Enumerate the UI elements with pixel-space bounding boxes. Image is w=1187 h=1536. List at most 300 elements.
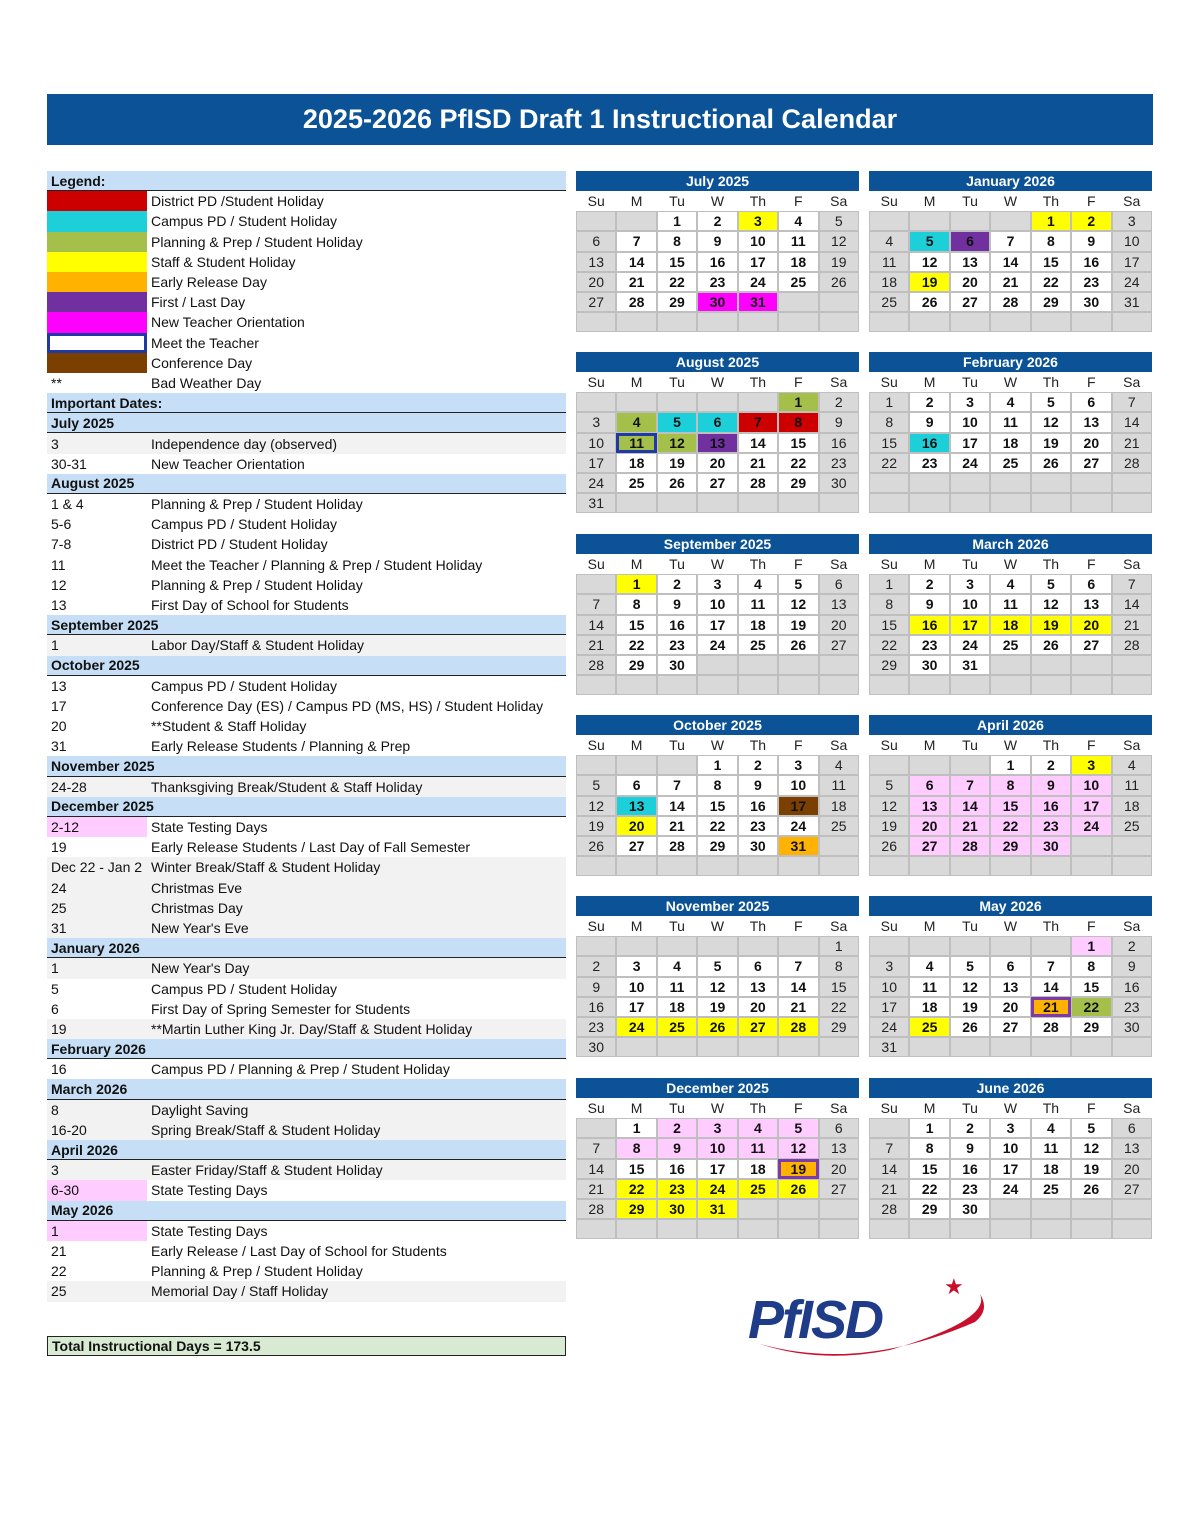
date-value: 1 & 4 bbox=[51, 496, 84, 513]
empty-cell bbox=[616, 211, 656, 231]
empty-cell bbox=[990, 936, 1030, 956]
day-cell: 10 bbox=[950, 412, 990, 432]
weekday-header: M bbox=[630, 556, 643, 573]
logo-text: PfISD bbox=[748, 1290, 883, 1350]
legend-swatch-early-release bbox=[47, 272, 147, 292]
day-cell: 5 bbox=[869, 775, 909, 795]
empty-cell bbox=[1071, 1199, 1111, 1219]
empty-cell bbox=[909, 1037, 949, 1057]
day-cell: 15 bbox=[616, 1159, 656, 1179]
day-cell: 5 bbox=[1031, 574, 1071, 594]
empty-cell bbox=[778, 312, 818, 332]
date-description: Independence day (observed) bbox=[151, 435, 338, 452]
day-cell: 26 bbox=[819, 272, 859, 292]
day-cell: 22 bbox=[1031, 272, 1071, 292]
day-cell: 16 bbox=[1031, 796, 1071, 816]
empty-cell bbox=[738, 1219, 778, 1239]
important-date-row bbox=[47, 1059, 566, 1079]
date-value: 21 bbox=[51, 1243, 67, 1260]
day-cell: 17 bbox=[616, 997, 656, 1017]
day-cell: 13 bbox=[819, 594, 859, 614]
empty-cell bbox=[909, 493, 949, 513]
weekday-header: Su bbox=[880, 374, 898, 391]
day-cell: 5 bbox=[1031, 392, 1071, 412]
month-title: August 2025 bbox=[576, 352, 859, 372]
date-description: Christmas Eve bbox=[151, 879, 243, 896]
day-cell: 17 bbox=[697, 1159, 737, 1179]
day-cell: 27 bbox=[616, 836, 656, 856]
day-cell: 19 bbox=[869, 816, 909, 836]
empty-cell bbox=[869, 1118, 909, 1138]
day-cell: 15 bbox=[869, 615, 909, 635]
day-cell: 4 bbox=[778, 211, 818, 231]
day-cell: 16 bbox=[657, 615, 697, 635]
day-cell: 5 bbox=[778, 574, 818, 594]
empty-cell bbox=[909, 473, 949, 493]
month-november-2025 bbox=[576, 896, 859, 1057]
day-cell: 17 bbox=[950, 433, 990, 453]
day-cell: 12 bbox=[657, 433, 697, 453]
day-cell: 12 bbox=[1071, 1138, 1111, 1158]
day-cell: 19 bbox=[697, 997, 737, 1017]
empty-cell bbox=[1031, 655, 1071, 675]
empty-cell bbox=[697, 936, 737, 956]
day-cell: 25 bbox=[990, 453, 1030, 473]
empty-cell bbox=[909, 1219, 949, 1239]
day-cell: 3 bbox=[697, 574, 737, 594]
weekday-header: Th bbox=[749, 737, 767, 754]
day-cell: 12 bbox=[778, 594, 818, 614]
empty-cell bbox=[778, 856, 818, 876]
day-cell: 8 bbox=[819, 956, 859, 976]
day-cell: 16 bbox=[909, 433, 949, 453]
empty-cell bbox=[1112, 1199, 1152, 1219]
empty-cell bbox=[576, 1219, 616, 1239]
month-title: September 2025 bbox=[576, 534, 859, 554]
day-cell: 17 bbox=[697, 615, 737, 635]
empty-cell bbox=[1031, 1037, 1071, 1057]
day-cell: 25 bbox=[1112, 816, 1152, 836]
empty-cell bbox=[869, 211, 909, 231]
date-value: Dec 22 - Jan 2 bbox=[51, 859, 143, 876]
empty-cell bbox=[909, 755, 949, 775]
day-cell: 7 bbox=[616, 231, 656, 251]
day-cell: 11 bbox=[1112, 775, 1152, 795]
legend-label: Staff & Student Holiday bbox=[151, 253, 296, 270]
important-date-row bbox=[47, 1261, 566, 1281]
day-cell: 6 bbox=[1071, 574, 1111, 594]
date-description: New Teacher Orientation bbox=[151, 455, 305, 472]
day-cell: 12 bbox=[778, 1138, 818, 1158]
weekday-header: Th bbox=[749, 556, 767, 573]
date-value: 19 bbox=[51, 1020, 67, 1037]
date-description: Early Release / Last Day of School for Students bbox=[151, 1243, 447, 1260]
day-cell: 4 bbox=[869, 231, 909, 251]
day-cell: 7 bbox=[738, 412, 778, 432]
day-cell: 14 bbox=[576, 615, 616, 635]
weekday-header: M bbox=[923, 737, 936, 754]
empty-cell bbox=[616, 675, 656, 695]
day-cell: 7 bbox=[576, 1138, 616, 1158]
day-cell: 11 bbox=[869, 252, 909, 272]
section-header: December 2025 bbox=[47, 797, 566, 817]
day-cell: 22 bbox=[869, 635, 909, 655]
day-cell: 26 bbox=[697, 1017, 737, 1037]
day-cell: 5 bbox=[657, 412, 697, 432]
day-cell: 1 bbox=[616, 574, 656, 594]
day-cell: 13 bbox=[1071, 594, 1111, 614]
empty-cell bbox=[778, 1199, 818, 1219]
day-cell: 25 bbox=[616, 473, 656, 493]
day-cell: 7 bbox=[778, 956, 818, 976]
day-cell: 30 bbox=[819, 473, 859, 493]
day-cell: 17 bbox=[1071, 796, 1111, 816]
day-cell: 2 bbox=[697, 211, 737, 231]
date-description: Bad Weather Day bbox=[151, 374, 262, 391]
important-date-row bbox=[47, 999, 566, 1019]
day-cell: 21 bbox=[576, 1179, 616, 1199]
date-value: 30-31 bbox=[51, 455, 87, 472]
empty-cell bbox=[1031, 1219, 1071, 1239]
day-cell: 31 bbox=[576, 493, 616, 513]
date-value: 25 bbox=[51, 899, 67, 916]
day-cell: 30 bbox=[1031, 836, 1071, 856]
section-header: May 2026 bbox=[47, 1201, 566, 1221]
weekday-header: Su bbox=[587, 1100, 605, 1117]
day-cell: 14 bbox=[1112, 412, 1152, 432]
day-cell: 25 bbox=[869, 292, 909, 312]
day-cell: 1 bbox=[819, 936, 859, 956]
day-cell: 23 bbox=[738, 816, 778, 836]
day-cell: 28 bbox=[1031, 1017, 1071, 1037]
section-header: August 2025 bbox=[47, 474, 566, 494]
day-cell: 18 bbox=[909, 997, 949, 1017]
legend-label: Early Release Day bbox=[151, 274, 267, 291]
empty-cell bbox=[1071, 856, 1111, 876]
day-cell: 21 bbox=[616, 272, 656, 292]
empty-cell bbox=[1112, 1037, 1152, 1057]
empty-cell bbox=[869, 936, 909, 956]
date-value: 5 bbox=[51, 980, 59, 997]
day-cell: 1 bbox=[1071, 936, 1111, 956]
empty-cell bbox=[576, 211, 616, 231]
day-cell: 26 bbox=[1071, 1179, 1111, 1199]
day-cell: 7 bbox=[657, 775, 697, 795]
weekday-header: Sa bbox=[1123, 193, 1141, 210]
day-cell: 20 bbox=[950, 272, 990, 292]
day-cell: 25 bbox=[738, 1179, 778, 1199]
weekday-header: F bbox=[1087, 556, 1096, 573]
day-cell: 5 bbox=[697, 956, 737, 976]
day-cell: 12 bbox=[950, 977, 990, 997]
date-description: Meet the Teacher / Planning & Prep / Student Holiday bbox=[151, 556, 483, 573]
day-cell: 22 bbox=[778, 453, 818, 473]
important-date-row bbox=[47, 837, 566, 857]
empty-cell bbox=[1071, 655, 1111, 675]
day-cell: 19 bbox=[576, 816, 616, 836]
weekday-header: Tu bbox=[962, 374, 978, 391]
day-cell: 23 bbox=[697, 272, 737, 292]
empty-cell bbox=[738, 655, 778, 675]
day-cell: 24 bbox=[697, 635, 737, 655]
day-cell: 29 bbox=[819, 1017, 859, 1037]
empty-cell bbox=[576, 936, 616, 956]
pfisd-logo bbox=[740, 1272, 1000, 1362]
empty-cell bbox=[990, 493, 1030, 513]
day-cell: 12 bbox=[1031, 412, 1071, 432]
date-value: 8 bbox=[51, 1101, 59, 1118]
day-cell: 11 bbox=[616, 433, 656, 453]
date-value: 6-30 bbox=[47, 1180, 147, 1200]
day-cell: 13 bbox=[1071, 412, 1111, 432]
important-date-row bbox=[47, 979, 566, 999]
day-cell: 3 bbox=[778, 755, 818, 775]
day-cell: 6 bbox=[909, 775, 949, 795]
day-cell: 23 bbox=[909, 635, 949, 655]
day-cell: 23 bbox=[576, 1017, 616, 1037]
day-cell: 14 bbox=[950, 796, 990, 816]
day-cell: 25 bbox=[990, 635, 1030, 655]
day-cell: 24 bbox=[738, 272, 778, 292]
day-cell: 2 bbox=[819, 392, 859, 412]
day-cell: 25 bbox=[778, 272, 818, 292]
day-cell: 26 bbox=[909, 292, 949, 312]
day-cell: 26 bbox=[1031, 453, 1071, 473]
day-cell: 9 bbox=[950, 1138, 990, 1158]
day-cell: 14 bbox=[869, 1159, 909, 1179]
day-cell: 24 bbox=[950, 635, 990, 655]
date-description: Memorial Day / Staff Holiday bbox=[151, 1283, 329, 1300]
empty-cell bbox=[1112, 836, 1152, 856]
day-cell: 23 bbox=[1031, 816, 1071, 836]
date-value: 3 bbox=[51, 435, 59, 452]
day-cell: 8 bbox=[657, 231, 697, 251]
day-cell: 20 bbox=[738, 997, 778, 1017]
weekday-header: Sa bbox=[1123, 1100, 1141, 1117]
day-cell: 31 bbox=[869, 1037, 909, 1057]
day-cell: 7 bbox=[1112, 392, 1152, 412]
month-august-2025 bbox=[576, 352, 859, 513]
day-cell: 25 bbox=[1031, 1179, 1071, 1199]
day-cell: 27 bbox=[819, 635, 859, 655]
day-cell: 24 bbox=[1112, 272, 1152, 292]
weekday-header: Tu bbox=[962, 556, 978, 573]
day-cell: 12 bbox=[1031, 594, 1071, 614]
weekday-header: Su bbox=[587, 193, 605, 210]
day-cell: 3 bbox=[576, 412, 616, 432]
weekday-header: Sa bbox=[830, 737, 848, 754]
day-cell: 30 bbox=[576, 1037, 616, 1057]
month-december-2025 bbox=[576, 1078, 859, 1239]
empty-cell bbox=[819, 1037, 859, 1057]
day-cell: 10 bbox=[616, 977, 656, 997]
date-value: 31 bbox=[51, 920, 67, 937]
section-header: October 2025 bbox=[47, 656, 566, 676]
empty-cell bbox=[657, 1219, 697, 1239]
day-cell: 13 bbox=[616, 796, 656, 816]
important-date-row bbox=[47, 878, 566, 898]
empty-cell bbox=[869, 755, 909, 775]
day-cell: 2 bbox=[1031, 755, 1071, 775]
empty-cell bbox=[909, 312, 949, 332]
weekday-header: M bbox=[923, 556, 936, 573]
important-date-row bbox=[47, 534, 566, 554]
empty-cell bbox=[1112, 312, 1152, 332]
day-cell: 28 bbox=[738, 473, 778, 493]
weekday-header: F bbox=[794, 193, 803, 210]
date-value: 16 bbox=[51, 1061, 67, 1078]
date-value: 13 bbox=[51, 677, 67, 694]
day-cell: 29 bbox=[1071, 1017, 1111, 1037]
day-cell: 3 bbox=[1112, 211, 1152, 231]
date-value: 6 bbox=[51, 1000, 59, 1017]
empty-cell bbox=[1071, 473, 1111, 493]
day-cell: 8 bbox=[1031, 231, 1071, 251]
day-cell: 19 bbox=[950, 997, 990, 1017]
day-cell: 11 bbox=[1031, 1138, 1071, 1158]
total-instructional-days: Total Instructional Days = 173.5 bbox=[47, 1336, 566, 1356]
day-cell: 24 bbox=[869, 1017, 909, 1037]
empty-cell bbox=[738, 493, 778, 513]
empty-cell bbox=[819, 312, 859, 332]
important-date-row bbox=[47, 958, 566, 978]
day-cell: 10 bbox=[697, 594, 737, 614]
day-cell: 24 bbox=[616, 1017, 656, 1037]
important-date-row bbox=[47, 635, 566, 655]
empty-cell bbox=[990, 1199, 1030, 1219]
day-cell: 17 bbox=[576, 453, 616, 473]
legend-label: New Teacher Orientation bbox=[151, 314, 305, 331]
day-cell: 16 bbox=[657, 1159, 697, 1179]
weekday-header: Th bbox=[1042, 737, 1060, 754]
day-cell: 5 bbox=[950, 956, 990, 976]
month-title: June 2026 bbox=[869, 1078, 1152, 1098]
day-cell: 12 bbox=[697, 977, 737, 997]
day-cell: 19 bbox=[1031, 433, 1071, 453]
month-title: May 2026 bbox=[869, 896, 1152, 916]
day-cell: 3 bbox=[738, 211, 778, 231]
weekday-header: F bbox=[1087, 1100, 1096, 1117]
weekday-header: M bbox=[923, 193, 936, 210]
empty-cell bbox=[778, 292, 818, 312]
day-cell: 3 bbox=[990, 1118, 1030, 1138]
legend-label: Planning & Prep / Student Holiday bbox=[151, 233, 363, 250]
empty-cell bbox=[1031, 856, 1071, 876]
weekday-header: Tu bbox=[962, 918, 978, 935]
day-cell: 28 bbox=[950, 836, 990, 856]
section-header: April 2026 bbox=[47, 1140, 566, 1160]
day-cell: 25 bbox=[738, 635, 778, 655]
empty-cell bbox=[697, 493, 737, 513]
day-cell: 4 bbox=[616, 412, 656, 432]
date-description: Early Release Students / Last Day of Fall Semester bbox=[151, 839, 471, 856]
day-cell: 12 bbox=[869, 796, 909, 816]
empty-cell bbox=[950, 675, 990, 695]
empty-cell bbox=[576, 312, 616, 332]
day-cell: 16 bbox=[738, 796, 778, 816]
day-cell: 4 bbox=[819, 755, 859, 775]
day-cell: 15 bbox=[1031, 252, 1071, 272]
day-cell: 17 bbox=[778, 796, 818, 816]
date-description: First Day of Spring Semester for Students bbox=[151, 1000, 411, 1017]
empty-cell bbox=[657, 1037, 697, 1057]
date-value: 1 bbox=[51, 960, 59, 977]
weekday-header: Sa bbox=[1123, 918, 1141, 935]
date-value: ** bbox=[51, 374, 62, 391]
weekday-header: Sa bbox=[830, 1100, 848, 1117]
section-header: November 2025 bbox=[47, 756, 566, 776]
section-header: February 2026 bbox=[47, 1039, 566, 1059]
empty-cell bbox=[616, 1037, 656, 1057]
important-date-row bbox=[47, 676, 566, 696]
legend-item bbox=[47, 292, 566, 312]
empty-cell bbox=[819, 292, 859, 312]
day-cell: 19 bbox=[778, 1159, 818, 1179]
empty-cell bbox=[990, 655, 1030, 675]
empty-cell bbox=[819, 493, 859, 513]
day-cell: 9 bbox=[738, 775, 778, 795]
day-cell: 21 bbox=[1031, 997, 1071, 1017]
weekday-header: W bbox=[1003, 1100, 1018, 1117]
day-cell: 7 bbox=[576, 594, 616, 614]
empty-cell bbox=[576, 856, 616, 876]
day-cell: 22 bbox=[990, 816, 1030, 836]
day-cell: 6 bbox=[738, 956, 778, 976]
day-cell: 21 bbox=[738, 453, 778, 473]
empty-cell bbox=[616, 856, 656, 876]
important-date-row bbox=[47, 857, 566, 877]
day-cell: 6 bbox=[819, 574, 859, 594]
day-cell: 5 bbox=[909, 231, 949, 251]
empty-cell bbox=[950, 1037, 990, 1057]
day-cell: 28 bbox=[990, 292, 1030, 312]
day-cell: 3 bbox=[1071, 755, 1111, 775]
day-cell: 28 bbox=[869, 1199, 909, 1219]
empty-cell bbox=[909, 856, 949, 876]
day-cell: 6 bbox=[576, 231, 616, 251]
weekday-header: M bbox=[630, 918, 643, 935]
day-cell: 8 bbox=[909, 1138, 949, 1158]
day-cell: 1 bbox=[869, 392, 909, 412]
day-cell: 11 bbox=[909, 977, 949, 997]
month-february-2026 bbox=[869, 352, 1152, 513]
day-cell: 15 bbox=[909, 1159, 949, 1179]
legend-swatch-conference bbox=[47, 353, 147, 373]
day-cell: 28 bbox=[576, 1199, 616, 1219]
day-cell: 2 bbox=[1112, 936, 1152, 956]
empty-cell bbox=[738, 392, 778, 412]
empty-cell bbox=[616, 312, 656, 332]
weekday-header: F bbox=[1087, 737, 1096, 754]
legend-swatch-new-teacher bbox=[47, 312, 147, 332]
weekday-header: Sa bbox=[1123, 556, 1141, 573]
day-cell: 18 bbox=[778, 252, 818, 272]
day-cell: 26 bbox=[869, 836, 909, 856]
weekday-header: Tu bbox=[962, 737, 978, 754]
date-value: 25 bbox=[51, 1283, 67, 1300]
legend-label: First / Last Day bbox=[151, 294, 246, 311]
day-cell: 15 bbox=[990, 796, 1030, 816]
day-cell: 14 bbox=[616, 252, 656, 272]
weekday-header: Su bbox=[880, 1100, 898, 1117]
empty-cell bbox=[1071, 1037, 1111, 1057]
empty-cell bbox=[990, 1037, 1030, 1057]
day-cell: 23 bbox=[819, 453, 859, 473]
day-cell: 16 bbox=[1112, 977, 1152, 997]
month-april-2026 bbox=[869, 715, 1152, 876]
day-cell: 21 bbox=[576, 635, 616, 655]
day-cell: 18 bbox=[738, 1159, 778, 1179]
